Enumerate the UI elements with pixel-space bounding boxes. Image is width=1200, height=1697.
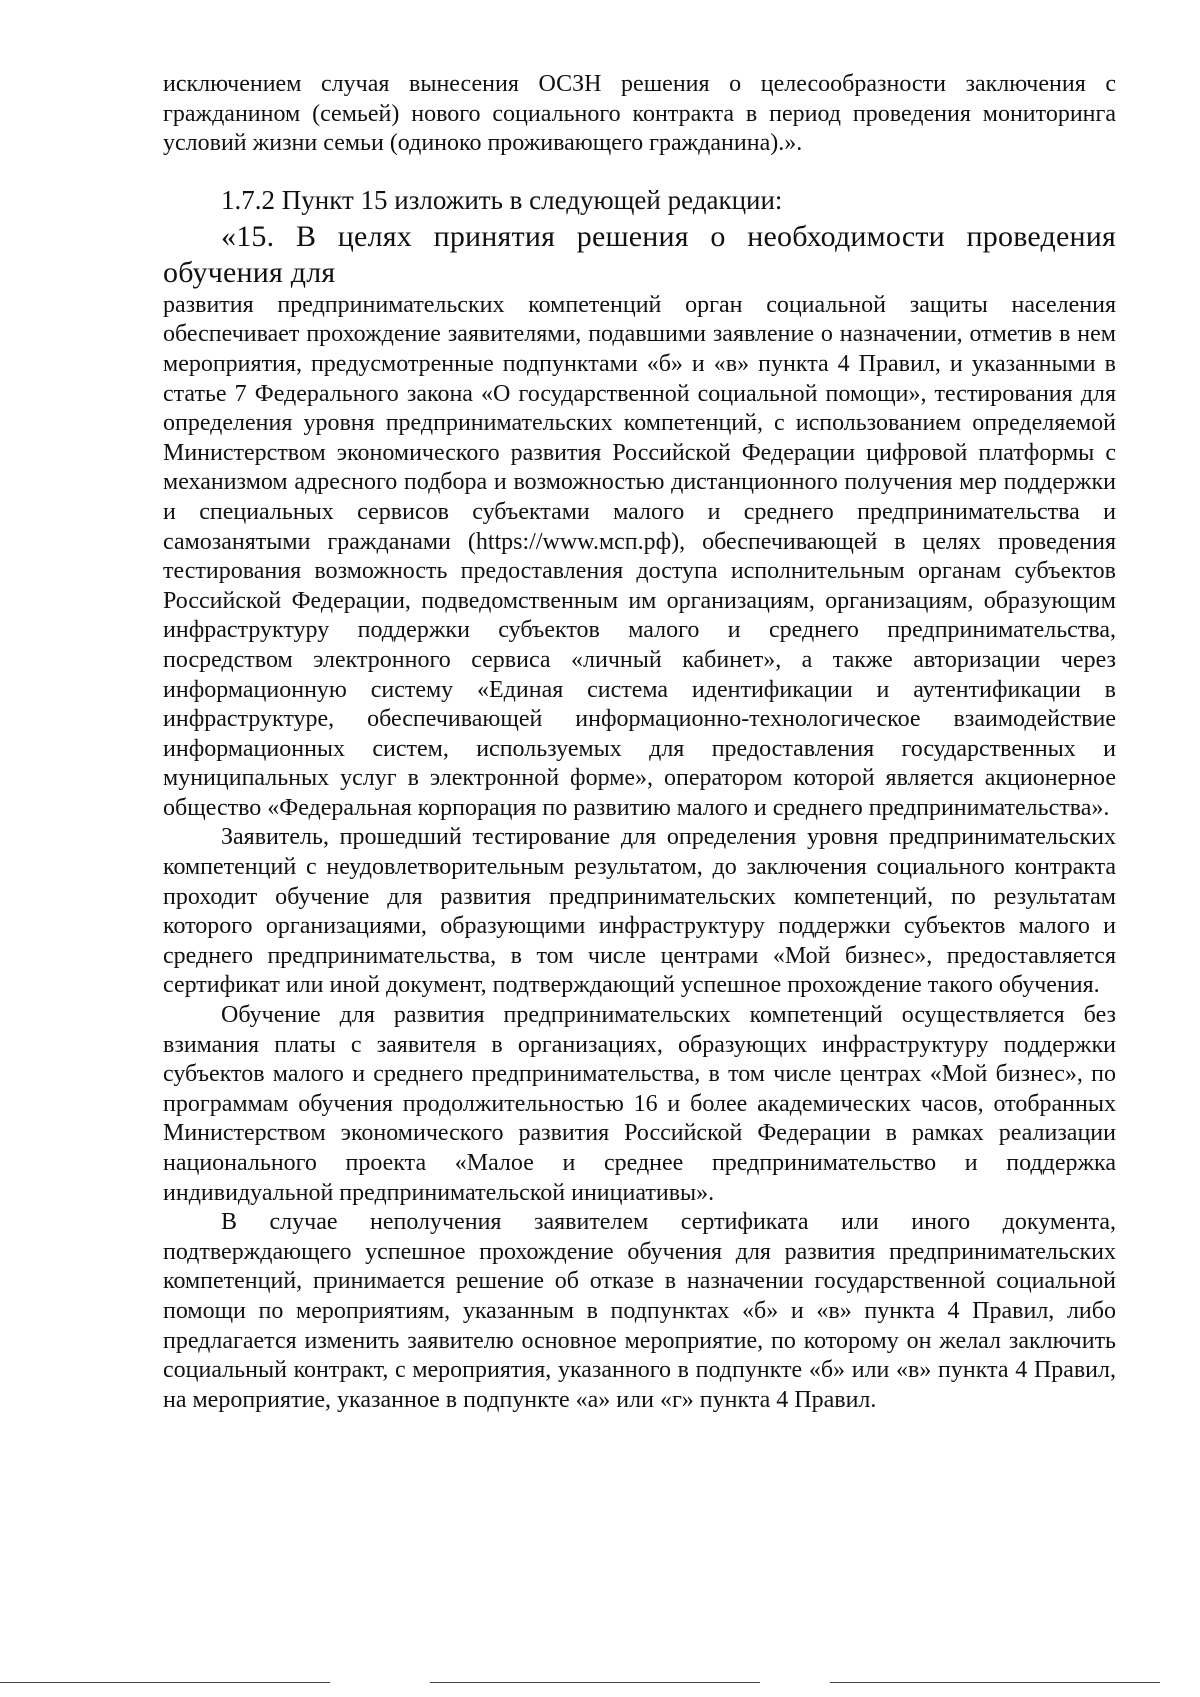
paragraph-applicant-testing: Заявитель, прошедший тестирование для определения уровня предпринимательских компетенций с неудовлетворительным результатом, до заключения социального контракта проходит обучение для развития предпринимательских компетенций, по результатам которого организациями, образующими инфраструктуру поддержки субъектов малого и среднего предпринимательства, в том числе центрами «Мой бизнес», предоставляется сертификат или иной документ, подтверждающий успешное прохождение такого обучения.	[163, 824, 1116, 999]
paragraph-point-15-body: развития предпринимательских компетенций орган социальной защиты населения обеспечивает прохождение заявителями, подавшими заявление о назначении, отметив в нем мероприятия, предусмотренные подпунктами «б» и «в» пункта 4 Правил, и указанными в статье 7 Федерального закона «О государственной социальной помощи», тестирования для определения уровня предпринимательских компетенций, с использованием определяемой Министерством экономического развития Российской Федерации цифровой платформы с механизмом адресного подбора и возможностью дистанционного получения мер поддержки и специальных сервисов субъектами малого и среднего предпринимательства и самозанятыми гражданами (https://www.мсп.рф), обеспечивающей в целях проведения тестирования возможность предоставления доступа исполнительным органам субъектов Российской Федерации, подведомственным им организациям, организациям, образующим инфраструктуру поддержки субъектов малого и среднего предпринимательства, посредством электронного сервиса «личный кабинет», а также авторизации через информационную систему «Единая система идентификации и аутентификации в инфраструктуре, обеспечивающей информационно-технологическое взаимодействие информационных систем, используемых для предоставления государственных и муниципальных услуг в электронной форме», оператором которой является акционерное общество «Федеральная корпорация по развитию малого и среднего предпринимательства».	[163, 291, 1116, 821]
footer-rule-left	[0, 1682, 330, 1683]
document-page	[163, 70, 1116, 1415]
paragraph-training-free: Обучение для развития предпринимательских компетенций осуществляется без взимания платы с заявителя в организациях, образующих инфраструктуру поддержки субъектов малого и среднего предпринимательства, в том числе центрах «Мой бизнес», по программам обучения продолжительностью 16 и более академических часов, отобранных Министерством экономического развития Российской Федерации в рамках реализации национального проекта «Малое и среднее предпринимательство и поддержка индивидуальной предпринимательской инициативы».	[163, 1002, 1116, 1206]
paragraph-point-15	[163, 219, 1116, 291]
footer-rule-right	[830, 1682, 1160, 1683]
footer-rule-center	[430, 1682, 760, 1683]
paragraph-continuation: исключением случая вынесения ОСЗН решения о целесообразности заключения с гражданином (семьей) нового социального контракта в период проведения мониторинга условий жизни семьи (одиноко проживающего гражданина).».	[163, 71, 1116, 157]
section-heading: 1.7.2 Пункт 15 изложить в следующей редакции:	[221, 184, 783, 215]
point-15-lead-text: «15. В целях принятия решения о необходимости проведения обучения для	[163, 219, 1116, 289]
paragraph-certificate-refusal: В случае неполучения заявителем сертификата или иного документа, подтверждающего успешное прохождение обучения для развития предпринимательских компетенций, принимается решение об отказе в назначении государственной социальной помощи по мероприятиям, указанным в подпунктах «б» и «в» пункта 4 Правил, либо предлагается изменить заявителю основное мероприятие, по которому он желал заключить социальный контракт, с мероприятия, указанного в подпункте «б» или «в» пункта 4 Правил, на мероприятие, указанное в подпункте «а» или «г» пункта 4 Правил.	[163, 1209, 1116, 1413]
spacer	[163, 159, 1116, 181]
